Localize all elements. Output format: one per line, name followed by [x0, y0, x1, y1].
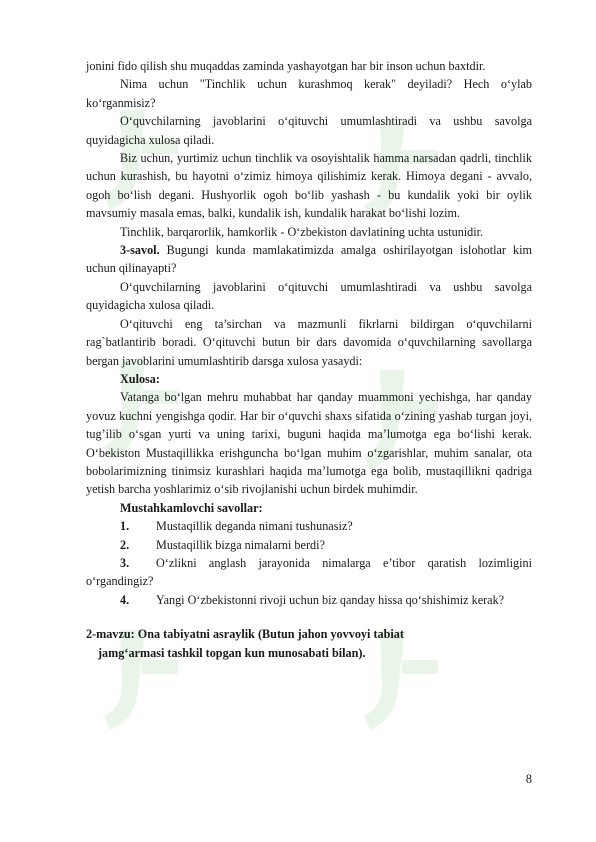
conclusion-text: Vatanga bo‘lgan mehru muhabbat har qanday muammoni yechishga, har qanday yovuz kuchni yengishga qodir. Har bir o‘quvchi shaxs sifatida o‘zining yashab turgan joyi, tug’ilib o‘sgan yurti va uning tarixi, buguni haqida ma’lumotga ega bo‘lishi kerak. O‘bekiston Mustaqillikka erishguncha bo‘lgan muhim o‘zgarishlar, muhim sanalar, ota bobolarimizning tinimsiz kurashlari haqida ma’lumotga ega bolib, mustaqillikni qadriga yetish barcha yoshlarimiz o‘sib rivojlanishi uchun birdek muhimdir. [86, 390, 532, 497]
list-number: 1. [120, 519, 130, 534]
paragraph: Nima uchun "Tinchlik uchun kurashmoq kerak" deyiladi? Hech o‘ylab ko‘rganmisiz? [86, 77, 532, 110]
paragraph: Biz uchun, yurtimiz uchun tinchlik va osoyishtalik hamma narsadan qadrli, tinchlik uchun kurashish, bu hayotni o‘zimiz himoya qilishimiz kerak. Himoya degani - avvalo, ogoh bo‘lish degani. Hushyorlik ogoh bo‘lib yashash - bu kundalik yoki bir oylik mavsumiy masala emas, balki, kundalik ish, kundalik harakat bo‘lishi lozim. [86, 151, 532, 221]
list-text: Mustaqillik bizga nimalarni berdi? [156, 537, 325, 552]
list-text: O‘zlikni anglash jarayonida nimalarga e’tibor qaratish lozimligini o‘rgandingiz? [86, 555, 532, 589]
page-body [86, 57, 532, 662]
question-3-text: Bugungi kunda mamlakatimizda amalga oshirilayotgan islohotlar kim uchun qilinayapti? [86, 243, 532, 276]
list-number: 3. [120, 555, 130, 570]
paragraph: O‘qituvchi eng ta’sirchan va mazmunli fikrlarni bildirgan o‘quvchilarni rag`batlantirib boradi. O‘qituvchi butun bir dars davomida o‘quvchilarning savollarga bergan javoblarini umumlashtirib darsga xulosa yasaydi: [86, 316, 532, 368]
paragraph: O‘quvchilarning javoblarini o‘qituvchi umumlashtiradi va ushbu savolga quyidagicha xulosa qiladi. [86, 279, 532, 313]
page-number: 8 [525, 772, 532, 786]
list-text: Mustaqillik deganda nimani tushunasiz? [156, 519, 353, 534]
paragraph: Tinchlik, barqarorlik, hamkorlik - O‘zbekiston davlatining uchta ustunidir. [120, 224, 484, 239]
topic-line-1: 2-mavzu: Ona tabiyatni asraylik (Butun jahon yovvoyi tabiat [86, 627, 404, 642]
list-text: Yangi O‘zbekistonni rivoji uchun biz qanday hissa qo‘shishimiz kerak? [156, 592, 505, 607]
topic-line-2: jamg‘armasi tashkil topgan kun munosabati bilan). [98, 645, 366, 660]
paragraph: jonini fido qilish shu muqaddas zaminda yashayotgan har bir inson uchun baxtdir. [86, 59, 486, 73]
list-item [86, 536, 532, 554]
question-3 [86, 241, 532, 278]
list-item [86, 517, 532, 535]
question-3-label: 3-savol. [120, 243, 160, 258]
list-number: 4. [120, 592, 130, 607]
list-number: 2. [120, 537, 130, 552]
conclusion-heading: Xulosa: [120, 371, 160, 386]
reinforce-heading: Mustahkamlovchi savollar: [120, 500, 263, 515]
paragraph: O‘quvchilarning javoblarini o‘qituvchi umumlashtiradi va ushbu savolga quyidagicha xulosa qiladi. [86, 114, 532, 147]
list-item [86, 591, 532, 609]
list-item [86, 554, 532, 591]
topic-heading [86, 625, 474, 662]
